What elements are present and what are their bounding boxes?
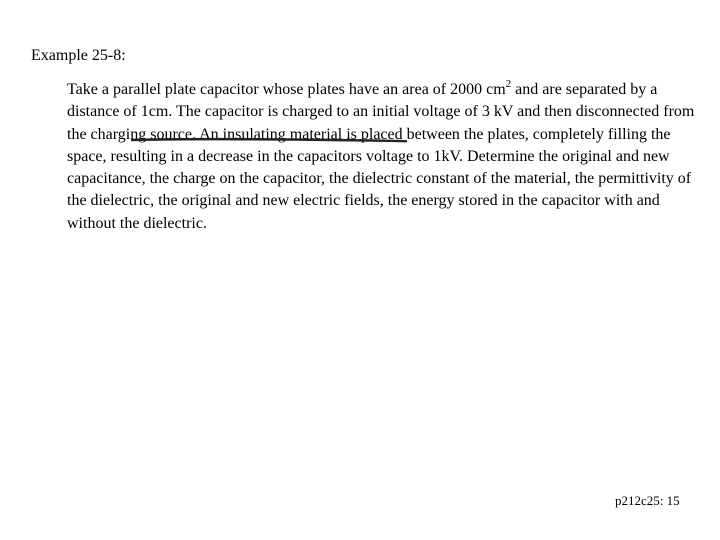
area-exponent: 2 — [505, 77, 512, 90]
example-heading: Example 25-8: — [31, 47, 126, 64]
problem-text-part2: and are separated by a distance of 1cm. The capacitor is charged to an initial voltage of 3 kV and then — [67, 81, 658, 121]
problem-statement — [67, 79, 707, 235]
problem-text-part1: Take a parallel plate capacitor whose plates have an area of 2000 cm — [67, 81, 506, 98]
problem-text-part3: . An insulating material is placed between the plates, completely filling the space, resulting in a decrease in the capacitors voltage to 1kV. Determine the original and new capacitance, the charge on the capacitor, the dielectric constant of the material, the permittivity of the dielectric, the original and new electric fields, the energy stored in the capacitor with and without the dielectric. — [67, 125, 692, 232]
slide-footer-reference: p212c25: 15 — [615, 493, 680, 508]
underlined-phrase: disconnected from the charging source — [67, 103, 695, 143]
problem-paragraph — [67, 79, 707, 235]
